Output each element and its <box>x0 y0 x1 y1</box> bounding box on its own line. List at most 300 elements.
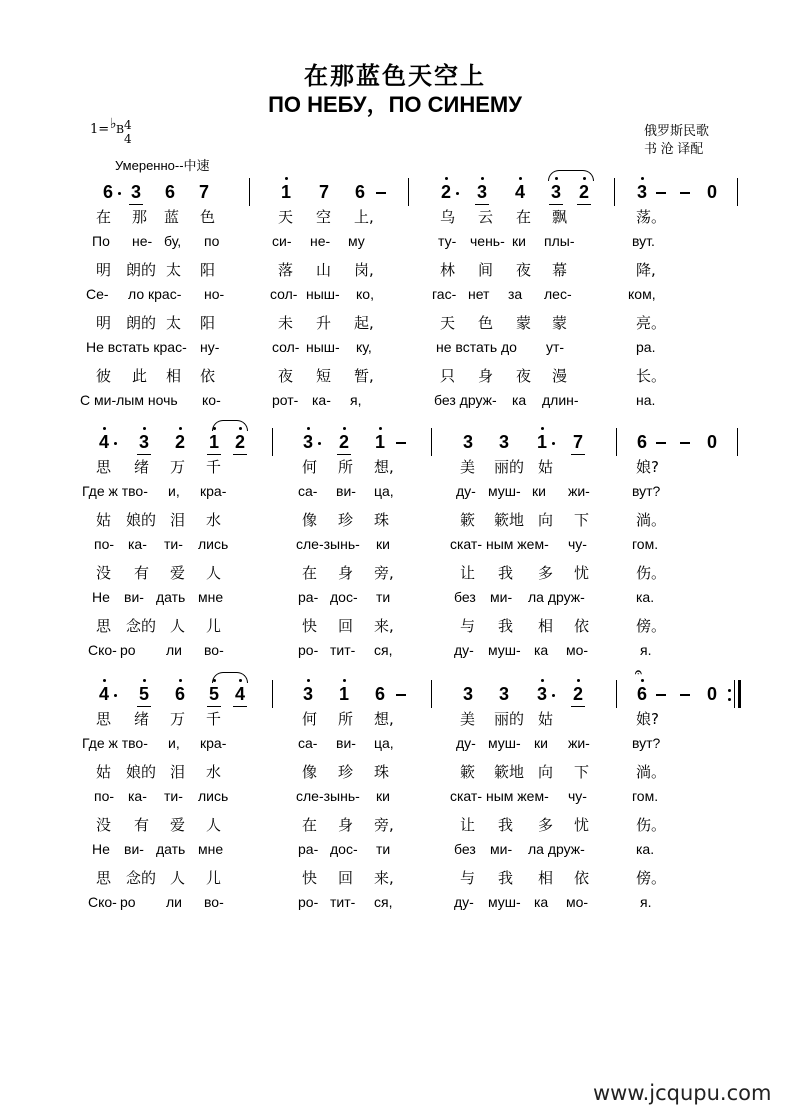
lyric-syllable: 思 <box>96 710 112 728</box>
lyric-syllable: 只 <box>440 367 456 385</box>
lyric-line-chinese <box>0 206 790 232</box>
barline <box>431 680 432 708</box>
lyric-syllable: 思 <box>96 458 112 476</box>
lyric-syllable: му <box>348 232 365 249</box>
lyric-syllable: чу- <box>568 787 587 804</box>
note-value: 4 <box>98 684 109 704</box>
lyric-syllable: 亮。 <box>636 314 667 332</box>
lyric-line-russian <box>0 286 790 312</box>
note-value: 2 <box>440 182 451 202</box>
lyric-syllable: муш- <box>488 734 521 751</box>
lyric-syllable: 姑 <box>96 511 112 529</box>
lyric-syllable: 丽的 <box>494 710 525 728</box>
lyric-syllable: ка <box>534 893 549 910</box>
lyric-syllable: 娘的 <box>126 511 157 529</box>
lyric-syllable: 泪 <box>170 763 186 781</box>
lyric-syllable: ро- <box>298 893 319 910</box>
lyric-syllable: рот- <box>272 391 299 408</box>
lyric-syllable: чень- <box>470 232 505 249</box>
lyric-syllable: Не встать крас- <box>86 338 187 355</box>
lyric-syllable: 明 <box>96 261 112 279</box>
lyric-syllable: ро <box>120 893 136 910</box>
note-value: 4 <box>234 684 245 704</box>
sustain-dash <box>396 442 406 444</box>
lyric-line-chinese <box>0 562 790 588</box>
lyric-line-chinese <box>0 761 790 787</box>
note-value: 0 <box>706 182 717 202</box>
octave-dot <box>143 427 146 430</box>
lyric-syllable: 此 <box>132 367 148 385</box>
augmentation-dot <box>318 442 321 445</box>
lyric-syllable: 美 <box>460 458 476 476</box>
lyric-syllable: 所 <box>338 458 354 476</box>
lyric-line-chinese <box>0 615 790 641</box>
lyric-syllable: 娘? <box>636 458 659 476</box>
note-value: 6 <box>164 182 175 202</box>
lyric-syllable: кра- <box>200 482 227 499</box>
lyric-syllable: муш- <box>488 641 521 658</box>
lyric-line-russian <box>0 589 790 615</box>
lyric-syllable: 珠 <box>374 511 390 529</box>
lyric-syllable: плы- <box>544 232 575 249</box>
song-title-russian: ПО НЕБУ，ПО СИНЕМУ <box>268 92 522 117</box>
note-value: 6 <box>636 684 647 704</box>
lyric-syllable: 夜 <box>278 367 294 385</box>
lyric-syllable: тит- <box>330 893 356 910</box>
note <box>172 432 188 452</box>
octave-dot <box>343 427 346 430</box>
note-value: 0 <box>706 432 717 452</box>
barline <box>408 178 409 206</box>
sustain-dash <box>656 694 666 696</box>
lyric-syllable: 念的 <box>126 617 157 635</box>
barline <box>616 680 617 708</box>
note-value: 3 <box>550 182 561 202</box>
octave-dot <box>577 679 580 682</box>
lyric-syllable: 回 <box>338 617 354 635</box>
lyric-syllable: 明 <box>96 314 112 332</box>
barline <box>272 428 273 456</box>
lyric-syllable: са- <box>298 482 318 499</box>
lyric-syllable: 下 <box>574 511 590 529</box>
note-value: 2 <box>174 432 185 452</box>
lyric-syllable: Се- <box>86 285 109 302</box>
lyric-syllable: муш- <box>488 482 521 499</box>
lyric-syllable: 在 <box>516 208 532 226</box>
lyric-syllable: 起, <box>354 314 374 332</box>
lyric-syllable: 水 <box>206 511 222 529</box>
sustain-dash <box>656 192 666 194</box>
lyric-syllable: дать <box>156 588 186 605</box>
lyric-syllable: 短 <box>316 367 332 385</box>
lyric-syllable: 多 <box>538 816 554 834</box>
lyric-line-russian <box>0 536 790 562</box>
lyric-syllable: 身 <box>338 816 354 834</box>
octave-dot <box>103 679 106 682</box>
lyric-syllable: 所 <box>338 710 354 728</box>
lyric-syllable: ным жем- <box>486 787 549 804</box>
lyric-syllable: 彼 <box>96 367 112 385</box>
note-value: 7 <box>198 182 209 202</box>
notes-row <box>0 665 790 712</box>
lyric-syllable: 蓝 <box>164 208 180 226</box>
lyric-line-russian <box>0 233 790 259</box>
lyric-syllable: 身 <box>338 564 354 582</box>
lyric-syllable: сол- <box>272 338 300 355</box>
octave-dot <box>285 177 288 180</box>
lyric-syllable: дос- <box>330 588 358 605</box>
lyric-syllable: 绪 <box>134 710 150 728</box>
lyric-syllable: 珍 <box>338 511 354 529</box>
lyric-syllable: ся, <box>374 641 393 658</box>
octave-dot <box>445 177 448 180</box>
lyric-syllable: ла друж- <box>528 840 585 857</box>
lyric-syllable: ну- <box>200 338 220 355</box>
lyric-syllable: и, <box>168 734 180 751</box>
note-value: 5 <box>208 684 219 704</box>
note <box>634 432 650 452</box>
lyric-syllable: ла друж- <box>528 588 585 605</box>
lyric-syllable: ся, <box>374 893 393 910</box>
note-value: 3 <box>476 182 487 202</box>
lyric-syllable: ка- <box>128 535 147 552</box>
lyric-syllable: лес- <box>544 285 572 302</box>
lyric-syllable: 爱 <box>170 564 186 582</box>
lyric-syllable: ра- <box>298 840 319 857</box>
slur <box>212 672 248 683</box>
note <box>206 684 222 704</box>
lyric-syllable: ви- <box>336 482 356 499</box>
lyric-syllable: мо- <box>566 641 589 658</box>
lyric-syllable: ду- <box>456 482 476 499</box>
lyric-syllable: мне <box>198 588 224 605</box>
lyric-syllable: по- <box>94 787 115 804</box>
lyric-syllable: 泪 <box>170 511 186 529</box>
note <box>460 432 476 452</box>
note-value: 1 <box>338 684 349 704</box>
lyric-syllable: во- <box>204 893 224 910</box>
lyric-syllable: скат- <box>450 787 482 804</box>
lyric-syllable: 太 <box>166 314 182 332</box>
note <box>704 432 720 452</box>
lyric-syllable: вут. <box>632 232 655 249</box>
lyric-syllable: 云 <box>478 208 494 226</box>
augmentation-dot <box>114 442 117 445</box>
note <box>496 684 512 704</box>
key-label: 1= <box>90 122 110 137</box>
notes-row <box>0 174 790 210</box>
note <box>336 432 352 452</box>
lyric-syllable: 让 <box>460 564 476 582</box>
lyric-syllable: ти <box>376 840 391 857</box>
note-value: 2 <box>578 182 589 202</box>
lyric-syllable: 在 <box>96 208 112 226</box>
note-value: 4 <box>514 182 525 202</box>
note-value: 5 <box>138 684 149 704</box>
note <box>206 432 222 452</box>
lyric-syllable: бу, <box>164 232 182 249</box>
note-value: 3 <box>498 432 509 452</box>
notes-row <box>0 424 790 460</box>
lyric-syllable: ку, <box>356 338 372 355</box>
lyric-syllable: 簌 <box>460 511 476 529</box>
lyric-syllable: 珠 <box>374 763 390 781</box>
lyric-syllable: ро- <box>298 641 319 658</box>
lyric-line-chinese <box>0 509 790 535</box>
lyric-syllable: по- <box>94 535 115 552</box>
lyric-syllable: не- <box>310 232 331 249</box>
lyric-syllable: 没 <box>96 564 112 582</box>
lyric-syllable: 让 <box>460 816 476 834</box>
slur <box>548 170 594 181</box>
lyric-syllable: ныш- <box>306 338 340 355</box>
lyric-syllable: 朗的 <box>126 314 157 332</box>
lyric-syllable: нет <box>468 285 490 302</box>
lyric-line-chinese <box>0 814 790 840</box>
lyric-syllable: дать <box>156 840 186 857</box>
lyric-syllable: 我 <box>498 617 514 635</box>
lyric-syllable: ца, <box>374 734 394 751</box>
lyric-line-russian <box>0 841 790 867</box>
lyric-syllable: ки <box>376 535 390 552</box>
lyric-syllable: 下 <box>574 763 590 781</box>
lyric-syllable: 儿 <box>206 617 222 635</box>
lyric-syllable: Где ж тво- <box>82 482 148 499</box>
lyric-syllable: ка. <box>636 840 655 857</box>
note <box>172 684 188 704</box>
lyric-syllable: 像 <box>302 511 318 529</box>
lyric-syllable: 岗, <box>354 261 374 279</box>
lyric-syllable: ви- <box>124 840 144 857</box>
lyric-syllable: 快 <box>302 617 318 635</box>
lyric-syllable: 在 <box>302 564 318 582</box>
lyric-syllable: ут- <box>546 338 565 355</box>
note-value: 1 <box>208 432 219 452</box>
augmentation-dot <box>456 192 459 195</box>
lyric-syllable: гом. <box>632 787 659 804</box>
lyric-syllable: без <box>454 840 476 857</box>
octave-dot <box>307 679 310 682</box>
lyric-syllable: я, <box>350 391 362 408</box>
lyric-syllable: 与 <box>460 617 476 635</box>
watermark: www.jcqupu.com <box>593 1081 772 1105</box>
note <box>576 182 592 202</box>
tempo-marking: Умеренно--中速 <box>115 158 210 173</box>
lyric-syllable: 珍 <box>338 763 354 781</box>
lyric-syllable: 色 <box>478 314 494 332</box>
time-bottom: 4 <box>124 132 132 146</box>
octave-dot <box>519 177 522 180</box>
lyric-syllable: Где ж тво- <box>82 734 148 751</box>
lyric-syllable: 依 <box>574 617 590 635</box>
note-value: 1 <box>374 432 385 452</box>
lyric-syllable: 儿 <box>206 869 222 887</box>
lyric-syllable: мне <box>198 840 224 857</box>
lyric-syllable: 幕 <box>552 261 568 279</box>
sustain-dash <box>376 192 386 194</box>
lyric-syllable: и, <box>168 482 180 499</box>
lyric-syllable: 蒙 <box>516 314 532 332</box>
octave-dot <box>307 427 310 430</box>
note-value: 3 <box>130 182 141 202</box>
octave-dot <box>641 177 644 180</box>
note-value: 3 <box>462 684 473 704</box>
lyric-syllable: сле-зынь- <box>296 535 360 552</box>
note-value: 3 <box>138 432 149 452</box>
note <box>96 432 112 452</box>
lyric-syllable: 有 <box>134 816 150 834</box>
lyric-syllable: 簌地 <box>494 763 525 781</box>
note <box>316 182 332 202</box>
note-value: 3 <box>536 684 547 704</box>
note <box>474 182 490 202</box>
lyric-syllable: 太 <box>166 261 182 279</box>
lyric-syllable: Ско- <box>88 893 117 910</box>
lyric-syllable: 上, <box>354 208 374 226</box>
lyric-syllable: 像 <box>302 763 318 781</box>
lyric-syllable: 人 <box>170 617 186 635</box>
lyric-syllable: мо- <box>566 893 589 910</box>
lyric-syllable: 姑 <box>96 763 112 781</box>
lyric-syllable: 娘? <box>636 710 659 728</box>
note <box>704 684 720 704</box>
lyric-syllable: ми- <box>490 840 513 857</box>
lyric-syllable: 向 <box>538 511 554 529</box>
lyric-syllable: ви- <box>336 734 356 751</box>
lyric-syllable: 人 <box>206 564 222 582</box>
note <box>278 182 294 202</box>
lyric-syllable: ка- <box>312 391 331 408</box>
lyric-syllable: 有 <box>134 564 150 582</box>
note <box>512 182 528 202</box>
lyric-syllable: 朗的 <box>126 261 157 279</box>
lyric-syllable: 姑 <box>538 710 554 728</box>
lyric-syllable: 簌 <box>460 763 476 781</box>
note <box>136 684 152 704</box>
lyric-syllable: 回 <box>338 869 354 887</box>
note <box>232 432 248 452</box>
note <box>352 182 368 202</box>
lyric-line-russian <box>0 483 790 509</box>
lyric-syllable: 长。 <box>636 367 667 385</box>
augmentation-dot <box>114 694 117 697</box>
octave-dot <box>481 177 484 180</box>
note <box>336 684 352 704</box>
slur <box>212 420 248 431</box>
lyric-syllable: 水 <box>206 763 222 781</box>
lyric-syllable: 阳 <box>200 314 216 332</box>
credits <box>644 122 709 158</box>
lyric-syllable: 与 <box>460 869 476 887</box>
lyric-syllable: 快 <box>302 869 318 887</box>
note-value: 0 <box>706 684 717 704</box>
lyric-syllable: но- <box>204 285 225 302</box>
lyric-syllable: ли <box>166 641 182 658</box>
octave-dot <box>541 427 544 430</box>
lyric-syllable: 未 <box>278 314 294 332</box>
lyric-syllable: си- <box>272 232 292 249</box>
lyric-syllable: ми- <box>490 588 513 605</box>
lyric-syllable: 念的 <box>126 869 157 887</box>
lyric-syllable: ти- <box>164 787 183 804</box>
note-value: 6 <box>102 182 113 202</box>
octave-dot <box>179 427 182 430</box>
note <box>300 432 316 452</box>
note-value: 2 <box>572 684 583 704</box>
lyric-syllable: 淌。 <box>636 511 667 529</box>
note-value: 4 <box>98 432 109 452</box>
lyric-syllable: 傍。 <box>636 617 667 635</box>
octave-dot <box>103 427 106 430</box>
note <box>96 684 112 704</box>
lyric-syllable: 在 <box>302 816 318 834</box>
credit-origin: 俄罗斯民歌 <box>644 123 710 138</box>
lyric-syllable: 我 <box>498 869 514 887</box>
lyric-syllable: 相 <box>166 367 182 385</box>
note <box>372 432 388 452</box>
note <box>570 684 586 704</box>
sustain-dash <box>396 694 406 696</box>
note-value: 3 <box>302 432 313 452</box>
lyric-syllable: не- <box>132 232 153 249</box>
lyric-syllable: ком, <box>628 285 656 302</box>
lyric-syllable: ки <box>534 734 548 751</box>
lyric-syllable: 千 <box>206 710 222 728</box>
lyric-syllable: я. <box>640 893 652 910</box>
note-value: 6 <box>636 432 647 452</box>
lyric-syllable: 天 <box>278 208 294 226</box>
repeat-dot <box>728 698 731 701</box>
lyric-syllable: Не <box>92 840 110 857</box>
lyric-line-russian <box>0 339 790 365</box>
flat-icon: ♭ <box>110 116 117 132</box>
lyric-syllable: во- <box>204 641 224 658</box>
lyric-syllable: 旁, <box>374 564 394 582</box>
lyric-syllable: 升 <box>316 314 332 332</box>
lyric-syllable: 阳 <box>200 261 216 279</box>
sustain-dash <box>656 442 666 444</box>
lyric-syllable: 落 <box>278 261 294 279</box>
note-value: 1 <box>536 432 547 452</box>
time-signature <box>124 118 132 146</box>
note-value: 6 <box>354 182 365 202</box>
lyric-syllable: 美 <box>460 710 476 728</box>
lyric-syllable: гас- <box>432 285 457 302</box>
lyric-syllable: ца, <box>374 482 394 499</box>
lyric-syllable: ным жем- <box>486 535 549 552</box>
note <box>128 182 144 202</box>
lyric-syllable: 簌地 <box>494 511 525 529</box>
fermata-icon: 𝄐 <box>635 665 642 679</box>
lyric-syllable: 想, <box>374 710 394 728</box>
lyric-syllable: ки <box>532 482 546 499</box>
lyric-syllable: 丽的 <box>494 458 525 476</box>
note <box>570 432 586 452</box>
note <box>460 684 476 704</box>
lyric-line-russian <box>0 392 790 418</box>
lyric-syllable: ли <box>166 893 182 910</box>
note-value: 7 <box>572 432 583 452</box>
note-value: 3 <box>462 432 473 452</box>
note <box>534 432 550 452</box>
barline <box>249 178 250 206</box>
key-signature <box>90 116 132 146</box>
lyric-syllable: 暂, <box>354 367 374 385</box>
lyric-syllable: ныш- <box>306 285 340 302</box>
lyric-line-russian <box>0 788 790 814</box>
lyric-syllable: 相 <box>538 869 554 887</box>
note <box>162 182 178 202</box>
